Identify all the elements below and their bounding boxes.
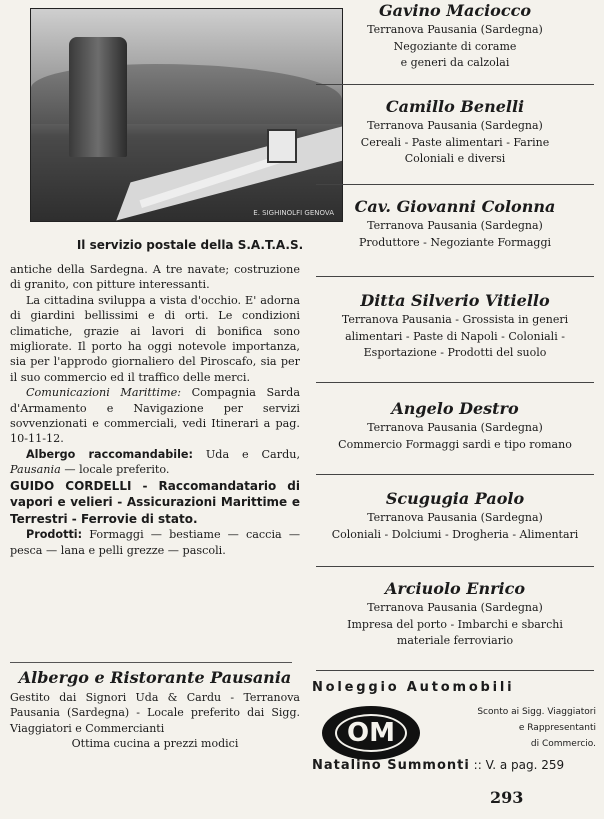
prodotti-text: Formaggi — bestiame — caccia — pesca — lana e pelli grezze — pascoli. (10, 528, 301, 557)
entry-line: Terranova Pausania (Sardegna) (367, 219, 543, 232)
nuraghe-tower-shape (69, 37, 127, 157)
divider (316, 566, 594, 567)
communications-text: Compagnia Sarda d'Armamento e Navigazione per servizi sovvenzionati e commerciali, vedi Itinerari a pag. 10-11-12. (10, 386, 300, 446)
paragraph-albergo (10, 447, 300, 478)
albergo-label: Albergo raccomandabile: (26, 447, 193, 461)
entry-name: Cav. Giovanni Colonna (354, 197, 556, 216)
entry-line: Terranova Pausania (Sardegna) (367, 511, 543, 524)
entry-colonna (310, 196, 600, 251)
left-body-text (10, 262, 300, 558)
albergo-text: Uda e Cardu, (205, 447, 300, 461)
cordelli-paragraph: GUIDO CORDELLI - Raccomandatario di vapori e velieri - Assicurazioni Marittime e Terrestri - Ferrovie di stato. (10, 478, 300, 526)
page-number: 293 (490, 788, 524, 807)
entry-line: Terranova Pausania - Grossista in generi (341, 313, 569, 326)
divider (316, 276, 594, 277)
entry-name: Ditta Silverio Vitiello (360, 291, 550, 310)
entry-line: materiale ferroviario (396, 634, 514, 647)
ad-side-line: e Rappresentanti (518, 723, 596, 733)
divider (10, 662, 292, 663)
ad-side-line: Sconto ai Sigg. Viaggiatori (477, 707, 596, 717)
albergo-tail: — locale preferito. (64, 463, 170, 477)
photo-signature: E. SIGHINOLFI GENOVA (253, 209, 334, 217)
entry-name: Camillo Benelli (385, 97, 525, 116)
entry-name: Gavino Maciocco (378, 1, 531, 20)
albergo-pausania-last: Ottima cucina a prezzi modici (71, 737, 239, 750)
ad-ref: :: V. a pag. 259 (473, 758, 565, 772)
communications-label: Comunicazioni Marittime: (26, 386, 181, 400)
paragraph-prodotti (10, 527, 300, 558)
entry-line: alimentari - Paste di Napoli - Coloniali - (345, 329, 565, 343)
entry-line: Terranova Pausania (Sardegna) (367, 23, 543, 36)
entry-scugugia (310, 488, 600, 543)
ad-title: Noleggio Automobili (312, 680, 515, 695)
photo-caption: Il servizio postale della S.A.T.A.S. (76, 238, 304, 252)
entry-line: Produttore - Negoziante Formaggi (358, 235, 552, 249)
entry-line: Coloniali e diversi (404, 152, 506, 165)
entry-arciuolo (310, 578, 600, 650)
divider (316, 382, 594, 383)
paragraph-communications (10, 385, 300, 447)
prodotti-label: Prodotti: (26, 528, 83, 542)
paragraph-1: antiche della Sardegna. A tre navate; costruzione di granito, con pitture interessanti. (10, 263, 300, 292)
om-logo-text: OM (335, 714, 407, 752)
entry-vitiello (310, 290, 600, 362)
albergo-pausania-name: Albergo e Ristorante Pausania (18, 668, 292, 687)
entry-line: Terranova Pausania (Sardegna) (367, 601, 543, 614)
bus-shape (267, 129, 297, 163)
divider (316, 670, 594, 671)
albergo-city: Pausania (10, 463, 61, 477)
ad-side-line: di Commercio. (530, 739, 596, 749)
entry-name: Angelo Destro (391, 399, 519, 418)
divider (316, 84, 594, 85)
ad-side-text (432, 704, 596, 752)
entry-line: Terranova Pausania (Sardegna) (367, 119, 543, 132)
divider (316, 474, 594, 475)
entry-line: Negoziante di corame (393, 39, 517, 53)
albergo-pausania-text: Gestito dai Signori Uda & Cardu - Terranova Pausania (Sardegna) - Locale preferito dai Sigg. Viaggiatori e Commercianti (10, 690, 300, 735)
paragraph-2: La cittadina sviluppa a vista d'occhio. E' adorna di giardini bellissimi e di orti. Le condizioni climatiche, grazie ai lavori di bonifica sono migliorate. Il porto ha oggi notevole importanza, sia per l'approdo giornaliero del Piroscafo, sia per il suo commercio ed il traffico delle merci. (10, 293, 300, 384)
entry-line: Coloniali - Dolciumi - Drogheria - Alimentari (331, 527, 579, 541)
entry-name: Arciuolo Enrico (384, 579, 526, 598)
entry-name: Scugugia Paolo (385, 489, 525, 508)
ad-owner: Natalino Summonti (312, 758, 470, 773)
ad-owner-line (312, 758, 598, 773)
entry-maciocco (310, 0, 600, 72)
divider (316, 184, 594, 185)
entry-line: Impresa del porto - Imbarchi e sbarchi (347, 617, 563, 631)
photo-postal-service (30, 8, 343, 222)
om-logo (322, 706, 420, 760)
albergo-pausania-ad (10, 670, 300, 752)
entry-destro (310, 398, 600, 453)
entry-benelli (310, 96, 600, 168)
entry-line: e generi da calzolai (400, 56, 510, 69)
entry-line: Terranova Pausania (Sardegna) (367, 421, 543, 434)
car-rental-ad (312, 680, 598, 773)
entry-line: Commercio Formaggi sardi e tipo romano (338, 437, 572, 451)
entry-line: Esportazione - Prodotti del suolo (363, 346, 547, 359)
entry-line: Cereali - Paste alimentari - Farine (360, 135, 550, 149)
